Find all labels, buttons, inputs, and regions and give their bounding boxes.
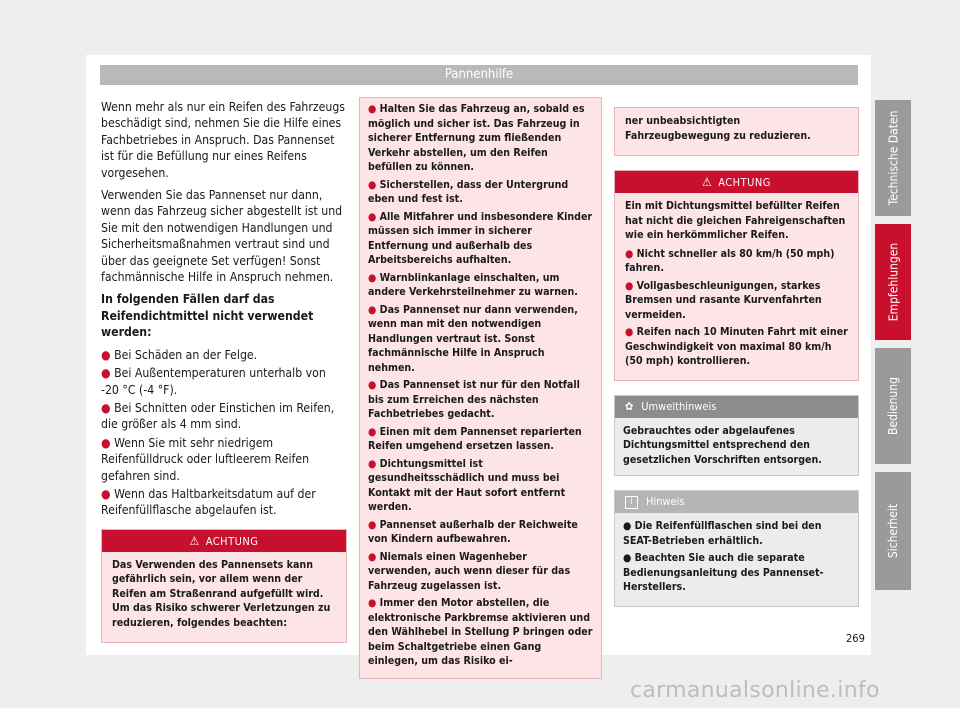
bullet-icon: ● bbox=[101, 400, 111, 415]
warning-body bbox=[102, 552, 346, 643]
bullet-icon: ● bbox=[368, 597, 377, 609]
warning-body bbox=[615, 108, 858, 155]
warning-header: ⚠ ACHTUNG bbox=[102, 530, 346, 552]
bullet-icon: ● bbox=[368, 518, 377, 531]
environment-note-header: ✿ Umwelthinweis bbox=[615, 396, 858, 418]
list-item: ● Pannenset außerhalb der Reichweite von Kindern aufbewahren. bbox=[368, 518, 578, 545]
environment-note-box bbox=[614, 395, 859, 477]
page-number: 269 bbox=[846, 632, 865, 645]
bullet-icon: ● bbox=[368, 379, 377, 391]
list-item: ● Bei Schnitten oder Einstichen im Reifen, die größer als 4 mm sind. bbox=[101, 400, 335, 432]
list-item: ● Dichtungsmittel ist gesundheitsschädlich und muss bei Kontakt mit der Haut sofort entfernt werden. bbox=[368, 457, 566, 513]
warning-header: ⚠ ACHTUNG bbox=[615, 171, 858, 193]
list-item: ● Wenn das Haltbarkeitsdatum auf der Reifenfüllflasche abgelaufen ist. bbox=[101, 486, 316, 518]
restriction-list bbox=[101, 347, 347, 519]
warning-text: Ein mit Dichtungsmittel befüllter Reifen hat nicht die gleichen Fahreigenschaften wie ein herkömmlicher Reifen. bbox=[625, 200, 846, 241]
bullet-icon: ● bbox=[368, 271, 377, 284]
list-item: ● Sicherstellen, dass der Untergrund eben und fest ist. bbox=[368, 178, 569, 205]
intro-paragraph-1: Wenn mehr als nur ein Reifen des Fahrzeugs beschädigt sind, nehmen Sie die Hilfe eines Fachbetriebes in Anspruch. Das Pannenset ist für die Befüllung nur eines Reifens vorgesehen. bbox=[101, 100, 345, 180]
bullet-icon: ● bbox=[368, 303, 377, 316]
bullet-icon: ● bbox=[368, 210, 377, 223]
bullet-icon: ● bbox=[623, 552, 632, 564]
tab-bedienung[interactable]: Bedienung bbox=[875, 348, 911, 464]
list-item: ● Die Reifenfüllflaschen sind bei den SEAT-Betrieben erhältlich. bbox=[623, 520, 822, 547]
bullet-icon: ● bbox=[101, 347, 111, 362]
tab-technische-daten[interactable]: Technische Daten bbox=[875, 100, 911, 216]
bullet-icon: ● bbox=[368, 178, 377, 191]
list-item: ● Nicht schneller als 80 km/h (50 mph) fahren. bbox=[625, 247, 835, 274]
list-item: ● Niemals einen Wagenheber verwenden, auch wenn dieser für das Fahrzeug zugelassen ist. bbox=[368, 550, 571, 592]
bullet-icon: ● bbox=[368, 103, 377, 115]
leaf-icon: ✿ bbox=[625, 399, 634, 413]
list-item: ● Wenn Sie mit sehr niedrigem Reifenfülldruck oder luftleerem Reifen gefahren sind. bbox=[101, 435, 310, 483]
tab-sicherheit[interactable]: Sicherheit bbox=[875, 472, 911, 590]
list-item: ● Warnblinkanlage einschalten, um andere Verkehrsteilnehmer zu warnen. bbox=[368, 271, 578, 298]
chapter-tabs bbox=[875, 100, 911, 590]
warning-box bbox=[614, 170, 859, 381]
list-item: ● Halten Sie das Fahrzeug an, sobald es möglich und sicher ist. Das Fahrzeug in sicherer Entfernung zum fließenden Verkehr abstellen, um den Reifen befüllen zu können. bbox=[368, 103, 585, 173]
warning-text: Das Verwenden des Pannensets kann gefährlich sein, vor allem wenn der Reifen am Straßenrand aufgefüllt wird. Um das Risiko schwerer Verletzungen zu reduzieren, folgendes beachten: bbox=[112, 558, 331, 629]
hint-box bbox=[614, 490, 859, 607]
list-item: ● Immer den Motor abstellen, die elektronische Parkbremse aktivieren und den Wählhebel in Stellung P bringen oder beim Schaltgetriebe einen Gang einlegen, um das Risiko ei- bbox=[368, 597, 593, 667]
warning-body bbox=[360, 98, 601, 678]
bullet-icon: ● bbox=[368, 425, 377, 438]
bullet-icon: ● bbox=[368, 457, 377, 470]
list-item: ● Das Pannenset ist nur für den Notfall bis zum Erreichen des nächsten Fachbetriebes gedacht. bbox=[368, 379, 580, 420]
column-3 bbox=[614, 97, 859, 621]
bullet-icon: ● bbox=[101, 486, 111, 501]
environment-note-body: Gebrauchtes oder abgelaufenes Dichtungsmittel entsprechend den gesetzlichen Vorschriften entsorgen. bbox=[623, 424, 822, 466]
column-2 bbox=[359, 97, 602, 679]
intro-paragraph-2: Verwenden Sie das Pannenset nur dann, wenn das Fahrzeug sicher abgestellt ist und Sie mit den notwendigen Handlungen und Sicherheitsmaßnahmen vertraut sind und über das geeignete Set verfügen! Sonst fachmännische Hilfe in Anspruch nehmen. bbox=[101, 188, 343, 285]
watermark: carmanualsonline.info bbox=[630, 678, 880, 703]
list-item: ● Einen mit dem Pannenset reparierten Reifen umgehend ersetzen lassen. bbox=[368, 425, 582, 452]
warning-box-continued bbox=[359, 97, 602, 679]
list-item: ● Beachten Sie auch die separate Bedienungsanleitung des Pannenset-Herstellers. bbox=[623, 552, 824, 593]
list-item: ● Bei Schäden an der Felge. bbox=[101, 347, 258, 362]
bullet-icon: ● bbox=[625, 247, 634, 260]
tab-empfehlungen[interactable]: Empfehlungen bbox=[875, 224, 911, 340]
hint-body bbox=[615, 513, 858, 606]
warning-triangle-icon: ⚠ bbox=[702, 175, 713, 189]
bullet-icon: ● bbox=[625, 279, 634, 292]
list-item: ● Bei Außentemperaturen unterhalb von -20 °C (-4 °F). bbox=[101, 366, 326, 397]
bullet-icon: ● bbox=[101, 435, 111, 450]
list-item: ● Vollgasbeschleunigungen, starkes Bremsen und rasante Kurvenfahrten vermeiden. bbox=[625, 279, 822, 321]
warning-text: ner unbeabsichtigten Fahrzeugbewegung zu reduzieren. bbox=[625, 115, 811, 142]
section-header: Pannenhilfe bbox=[100, 65, 858, 85]
bullet-icon: ● bbox=[625, 326, 634, 338]
warning-body bbox=[615, 193, 858, 380]
bullet-icon: ● bbox=[101, 366, 111, 381]
info-icon: i bbox=[625, 496, 638, 509]
restriction-heading: In folgenden Fällen darf das Reifendichtmittel nicht verwendet werden: bbox=[101, 292, 314, 340]
warning-box bbox=[101, 529, 347, 644]
column-1 bbox=[101, 99, 347, 643]
list-item: ● Reifen nach 10 Minuten Fahrt mit einer Geschwindigkeit von maximal 80 km/h (50 mph) kontrollieren. bbox=[625, 326, 848, 367]
hint-header: i Hinweis bbox=[615, 491, 858, 513]
list-item: ● Alle Mitfahrer und insbesondere Kinder müssen sich immer in sicherer Entfernung und außerhalb des Arbeitsbereichs aufhalten. bbox=[368, 210, 593, 266]
bullet-icon: ● bbox=[623, 520, 632, 532]
list-item: ● Das Pannenset nur dann verwenden, wenn man mit den notwendigen Handlungen vertraut ist. Sonst fachmännische Hilfe in Anspruch nehmen. bbox=[368, 303, 578, 374]
bullet-icon: ● bbox=[368, 550, 377, 563]
warning-triangle-icon: ⚠ bbox=[189, 533, 200, 548]
warning-box-continued bbox=[614, 107, 859, 156]
